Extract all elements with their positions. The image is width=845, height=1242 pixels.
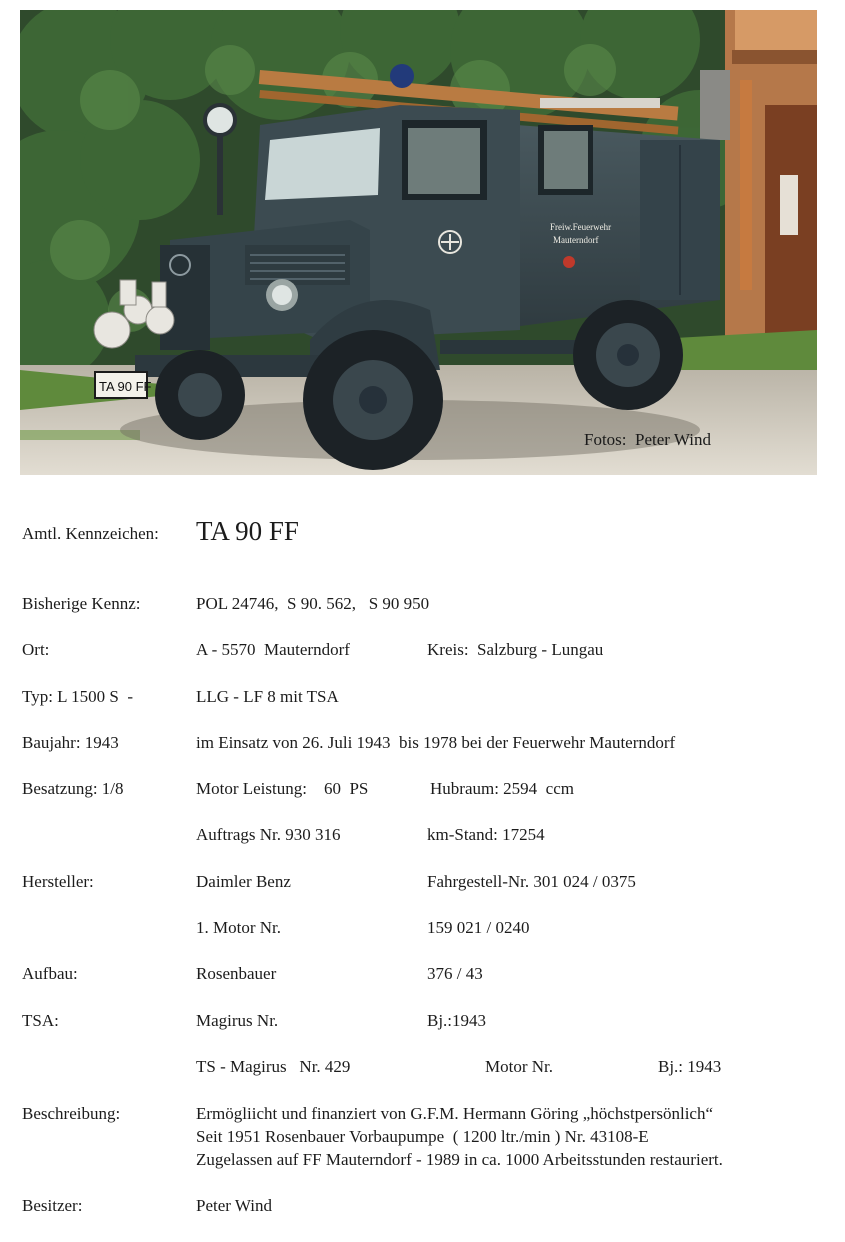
- baujahr-value: im Einsatz von 26. Juli 1943 bis 1978 bei der Feuerwehr Mauterndorf: [196, 733, 676, 752]
- ts-baujahr-value: Bj.: 1943: [658, 1057, 722, 1076]
- hubraum-value: Hubraum: 2594 ccm: [430, 779, 574, 798]
- ts-motor-label: Motor Nr.: [485, 1057, 553, 1076]
- fahrgestell-value: Fahrgestell-Nr. 301 024 / 0375: [427, 872, 636, 891]
- besatzung-label: Besatzung: 1/8: [22, 779, 124, 798]
- aufbau-value: Rosenbauer: [196, 964, 277, 983]
- beschreibung-label: Beschreibung:: [22, 1104, 121, 1123]
- besitzer-value: Peter Wind: [196, 1196, 272, 1215]
- typ-label: Typ: L 1500 S -: [22, 687, 134, 706]
- beschreibung-line2: Seit 1951 Rosenbauer Vorbaupumpe ( 1200 ltr./min ) Nr. 43108-E: [196, 1127, 649, 1146]
- front-wheel: [303, 330, 443, 470]
- tsa-label: TSA:: [22, 1011, 59, 1030]
- fire-department-emblem: [563, 256, 575, 268]
- front-left-wheel: [155, 350, 245, 440]
- km-stand-value: km-Stand: 17254: [427, 825, 545, 844]
- photo-credit: Fotos: Peter Wind: [584, 430, 711, 449]
- baujahr-label: Baujahr: 1943: [22, 733, 119, 752]
- rear-wheel: [573, 300, 683, 410]
- tsa-baujahr-value: Bj.:1943: [427, 1011, 487, 1030]
- auftrag-value: Auftrags Nr. 930 316: [196, 825, 341, 844]
- kennzeichen-value: TA 90 FF: [196, 516, 299, 546]
- typ-value: LLG - LF 8 mit TSA: [196, 687, 339, 706]
- beschreibung-line1: Ermögliicht und finanziert von G.F.M. Hermann Göring „höchstpersönlich“: [196, 1104, 714, 1123]
- motor-nr-label: 1. Motor Nr.: [196, 918, 281, 937]
- motor-leistung-value: Motor Leistung: 60 PS: [196, 779, 369, 798]
- fire-truck-photo: [20, 10, 817, 475]
- door-text-line1: Freiw.Feuerwehr: [550, 222, 612, 232]
- bisherige-value: POL 24746, S 90. 562, S 90 950: [196, 594, 430, 613]
- kennzeichen-label: Amtl. Kennzeichen:: [22, 524, 159, 543]
- kreis-value: Kreis: Salzburg - Lungau: [427, 640, 604, 659]
- beschreibung-line3: Zugelassen auf FF Mauterndorf - 1989 in ca. 1000 Arbeitsstunden restauriert.: [196, 1150, 723, 1169]
- aufbau-label: Aufbau:: [22, 964, 78, 983]
- hersteller-value: Daimler Benz: [196, 872, 291, 891]
- license-plate: TA 90 FF: [99, 379, 152, 394]
- motor-nr-value: 159 021 / 0240: [427, 918, 530, 937]
- ort-label: Ort:: [22, 640, 50, 659]
- fire-truck-illustration: [20, 10, 817, 475]
- bisherige-label: Bisherige Kennz:: [22, 594, 141, 613]
- hersteller-label: Hersteller:: [22, 872, 94, 891]
- besitzer-label: Besitzer:: [22, 1196, 83, 1215]
- door-text-line2: Mauterndorf: [553, 235, 599, 245]
- ort-value: A - 5570 Mauterndorf: [196, 640, 350, 659]
- aufbau-nr-value: 376 / 43: [427, 964, 483, 983]
- ts-value: TS - Magirus Nr. 429: [196, 1057, 351, 1076]
- tsa-value: Magirus Nr.: [196, 1011, 279, 1030]
